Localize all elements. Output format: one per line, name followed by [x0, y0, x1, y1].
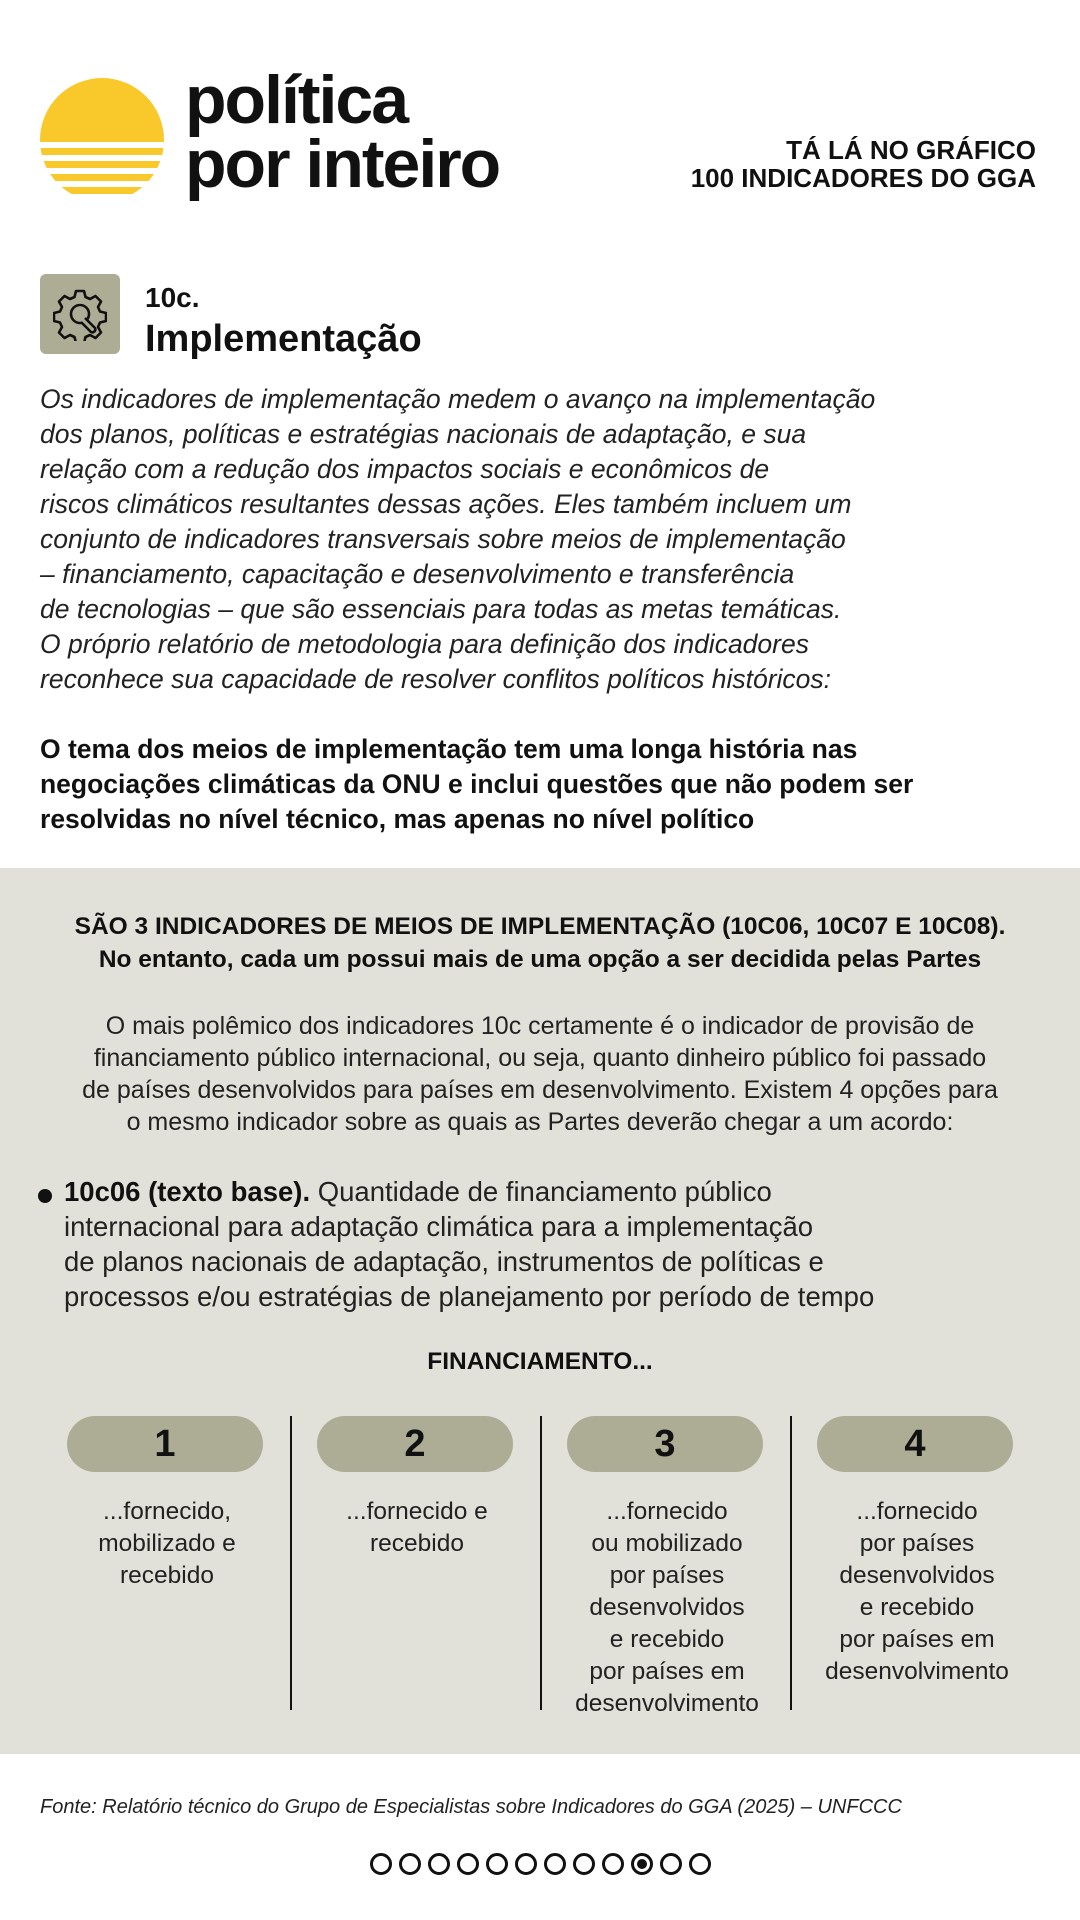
option-1 [42, 1416, 292, 1716]
option-4 [792, 1416, 1042, 1716]
section-title: Implementação [145, 318, 422, 360]
bullet-text [64, 1174, 1044, 1314]
option-number-pill: 1 [67, 1416, 263, 1472]
pagination-dot[interactable] [689, 1853, 711, 1875]
financing-title: FINANCIAMENTO... [427, 1348, 653, 1375]
option-3 [542, 1416, 792, 1716]
panel-description: O mais polêmico dos indicadores 10c certamente é o indicador de provisão de financiamento público internacional, ou seja, quanto dinheiro público foi passado de países desenvolvidos para países em desenvolvimento. Existem 4 opções para o mesmo indicador sobre as quais as Partes deverão chegar a um acordo: [82, 1012, 998, 1136]
bullet-dot-icon [38, 1189, 52, 1203]
series-heading [691, 136, 1036, 192]
bullet-code: 10c06 (texto base). [64, 1176, 311, 1207]
series-subtitle: 100 INDICADORES DO GGA [690, 163, 1036, 193]
intro-paragraph: Os indicadores de implementação medem o avanço na implementação dos planos, políticas e estratégias nacionais de adaptação, e sua relação com a redução dos impactos sociais e econômicos de riscos climáticos resultantes dessas ações. Eles também incluem um conjunto de indicadores transversais sobre meios de implementação – financiamento, capacitação e desenvolvimento e transferência de tecnologias – que são essenciais para todas as metas temáticas. O próprio relatório de metodologia para definição dos indicadores reconhece sua capacidade de resolver conflitos políticos históricos: [40, 384, 876, 694]
series-title: TÁ LÁ NO GRÁFICO [786, 135, 1036, 165]
option-number-pill: 3 [567, 1416, 763, 1472]
pagination-dot[interactable] [457, 1853, 479, 1875]
financing-options [42, 1416, 1042, 1716]
gear-wrench-icon [53, 287, 107, 341]
pagination-dot-active[interactable] [631, 1853, 653, 1875]
section-icon-box [40, 274, 120, 354]
pagination-dot[interactable] [515, 1853, 537, 1875]
sun-logo-icon [40, 78, 164, 202]
pagination-dot[interactable] [544, 1853, 566, 1875]
pagination-dot[interactable] [660, 1853, 682, 1875]
section-heading [40, 274, 1040, 366]
option-number-pill: 4 [817, 1416, 1013, 1472]
brand-logo-text [185, 62, 500, 202]
pagination-dots [0, 1853, 1080, 1879]
pagination-dot[interactable] [602, 1853, 624, 1875]
pagination-dot[interactable] [370, 1853, 392, 1875]
option-text: ...fornecido, mobilizado e recebido [98, 1498, 236, 1589]
brand-line-1: política [185, 62, 408, 138]
panel-title: SÃO 3 INDICADORES DE MEIOS DE IMPLEMENTAÇÃO (10C06, 10C07 E 10C08). No entanto, cada um possui mais de uma opção a ser decidida pelas Partes [74, 913, 1006, 973]
pagination-dot[interactable] [486, 1853, 508, 1875]
option-number-pill: 2 [317, 1416, 513, 1472]
option-text: ...fornecido e recebido [346, 1498, 488, 1557]
pagination-dot[interactable] [428, 1853, 450, 1875]
header [0, 0, 1080, 260]
pagination-dot[interactable] [399, 1853, 421, 1875]
source-citation: Fonte: Relatório técnico do Grupo de Especialistas sobre Indicadores do GGA (2025) – UNFCCC [40, 1796, 902, 1818]
highlight-quote: O tema dos meios de implementação tem uma longa história nas negociações climáticas da ONU e inclui questões que não podem ser resolvidas no nível técnico, mas apenas no nível político [40, 734, 914, 834]
option-text: ...fornecido ou mobilizado por países desenvolvidos e recebido por países em desenvolvimento [575, 1498, 759, 1717]
section-number: 10c. [145, 282, 200, 313]
indicators-panel [0, 868, 1080, 1754]
pagination-dot[interactable] [573, 1853, 595, 1875]
brand-line-2: por inteiro [185, 126, 500, 202]
option-text: ...fornecido por países desenvolvidos e recebido por países em desenvolvimento [825, 1498, 1009, 1685]
option-2 [292, 1416, 542, 1716]
bullet-description: Quantidade de financiamento público internacional para adaptação climática para a implementação de planos nacionais de adaptação, instrumentos de políticas e processos e/ou estratégias de planejamento por período de tempo [64, 1176, 875, 1312]
